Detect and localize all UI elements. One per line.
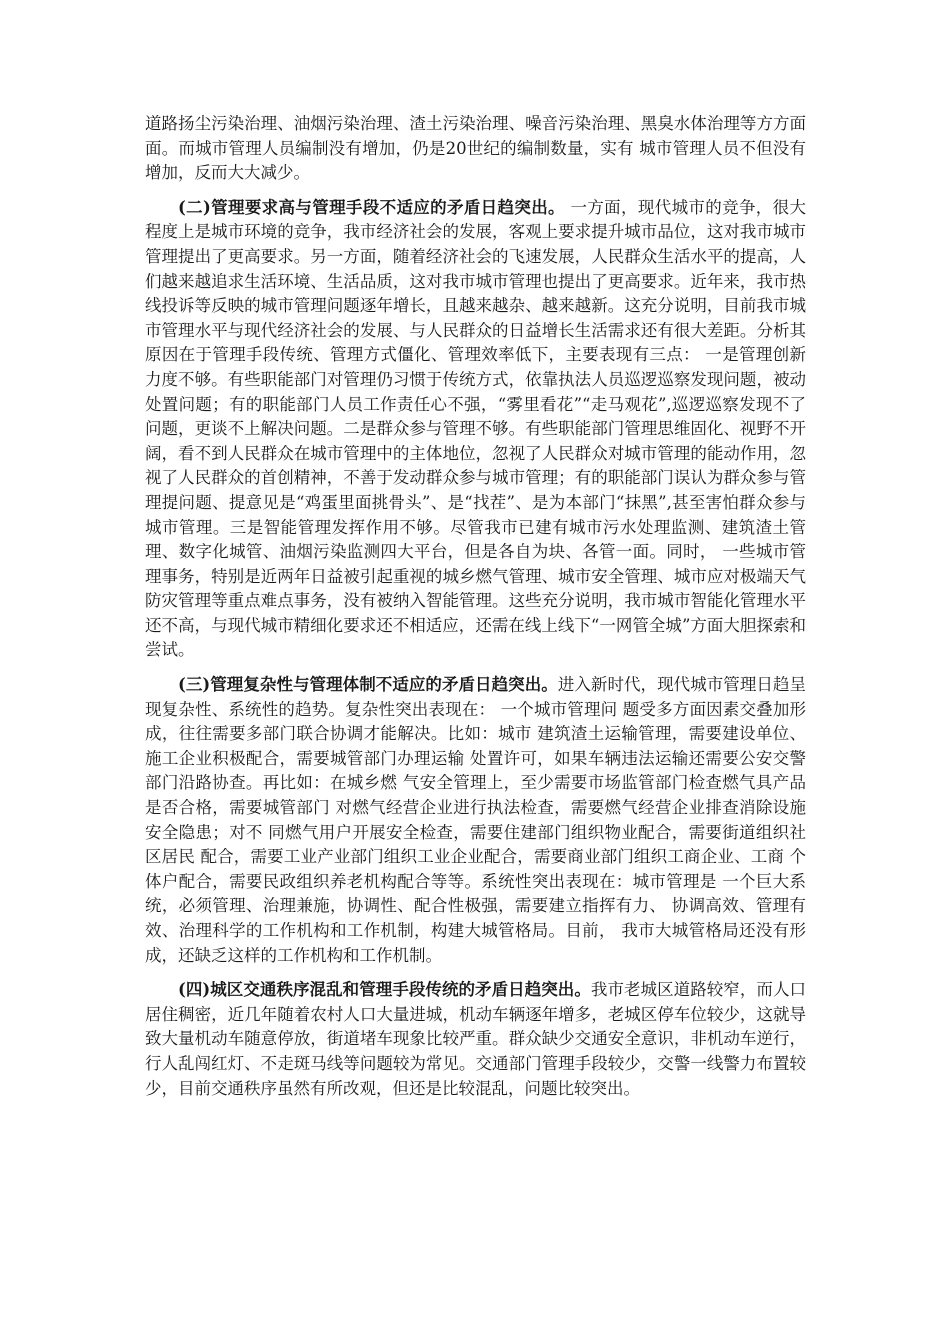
paragraph-body: 我市老城区道路较窄，而人口居住稠密，近几年随着农村人口大量进城，机动车辆逐年增多，老城区停车位较少，这就导致大量机动车随意停放，街道堵车现象比较严重。群众缺少交通安全意识，非机动车逆行，行人乱闯红灯、不走斑马线等问题较为常见。交通部门管理手段较少，交警一线警力布置较少，目前交通秩序虽然有所改观，但还是比较混乱，问题比较突出。 — [145, 980, 806, 1098]
paragraph-body: 一方面，现代城市的竞争，很大程度上是城市环境的竞争，我市经济社会的发展，客观上要求提升城市品位，这对我市城市管理提出了更高要求。另一方面，随着经济社会的飞速发展，人民群众生活水平的提高，人们越来越追求生活环境、生活品质，这对我市城市管理也提出了更高要求。近年来，我市热线投诉等反映的城市管理问题逐年增长，且越来越杂、越来越新。这充分说明，目前我市城市管理水平与现代经济社会的发展、与人民群众的日益增长生活需求还有很大差距。分析其原因在于管理手段传统、管理方式僵化、管理效率低下，主要表现有三点： 一是管理创新力度不够。有些职能部门对管理仍习惯于传统方式，依靠执法人员巡逻巡察发现问题，被动处置问题；有的职能部门人员工作责任心不强，“雾里看花”“走马观花”,巡逻巡察发现不了问题，更谈不上解决问题。二是群众参与管理不够。有些职能部门管理思维固化、视野不开阔，看不到人民群众在城市管理中的主体地位，忽视了人民群众对城市管理的能动作用，忽视了人民群众的首创精神，不善于发动群众参与城市管理；有的职能部门误认为群众参与管理提问题、提意见是“鸡蛋里面挑骨头”、是“找茬”、是为本部门“抹黑”,甚至害怕群众参与城市管理。三是智能管理发挥作用不够。尽管我市已建有城市污水处理监测、建筑渣土管理、数字化城管、油烟污染监测四大平台，但是各自为块、各管一面。同时， 一些城市管理事务，特别是近两年日益被引起重视的城乡燃气管理、城市安全管理、城市应对极端天气防灾管理等重点难点事务，没有被纳入智能管理。这些充分说明，我市城市智能化管理水平还不高，与现代城市精细化要求还不相适应，还需在线上线下“一网管全城”方面大胆探索和尝试。 — [145, 197, 806, 660]
paragraph-body: 进入新时代，现代城市管理日趋呈现复杂性、系统性的趋势。复杂性突出表现在： 一个城市管理问 题受多方面因素交叠加形成，往往需要多部门联合协调才能解决。比如：城市 建筑渣土运输管理，需要建设单位、施工企业积极配合，需要城管部门办理运输 处置许可，如果车辆违法运输还需要公安交警部门沿路协查。再比如：在城乡燃 气安全管理上，至少需要市场监管部门检查燃气具产品是否合格，需要城管部门 对燃气经营企业进行执法检查，需要燃气经营企业排查消除设施安全隐患；对不 同燃气用户开展安全检查，需要住建部门组织物业配合，需要街道组织社区居民 配合，需要工业产业部门组织工业企业配合，需要商业部门组织工商企业、工商 个体户配合，需要民政组织养老机构配合等等。系统性突出表现在：城市管理是 一个巨大系统，必须管理、治理兼施，协调性、配合性极强，需要建立指挥有力、 协调高效、管理有效、治理科学的工作机构和工作机制，构建大城管格局。目前， 我市大城管格局还没有形成，还缺乏这样的工作机构和工作机制。 — [145, 675, 807, 965]
document-page — [145, 112, 806, 1111]
paragraph-section-2 — [145, 196, 806, 663]
paragraph-section-4 — [145, 978, 806, 1101]
section-heading: (三)管理复杂性与管理体制不适应的矛盾日趋突出。 — [178, 675, 558, 695]
section-heading: (四)城区交通秩序混乱和管理手段传统的矛盾日趋突出。 — [178, 980, 591, 1000]
paragraph-section-3 — [145, 673, 806, 968]
paragraph-body: 道路扬尘污染治理、油烟污染治理、渣土污染治理、噪音污染治理、黑臭水体治理等方方面面。而城市管理人员编制没有增加，仍是20世纪的编制数量，实有 城市管理人员不但没有增加，反而大大减少。 — [145, 114, 806, 183]
paragraph-continuation — [145, 112, 806, 186]
section-heading: (二)管理要求高与管理手段不适应的矛盾日趋突出。 — [178, 197, 565, 217]
